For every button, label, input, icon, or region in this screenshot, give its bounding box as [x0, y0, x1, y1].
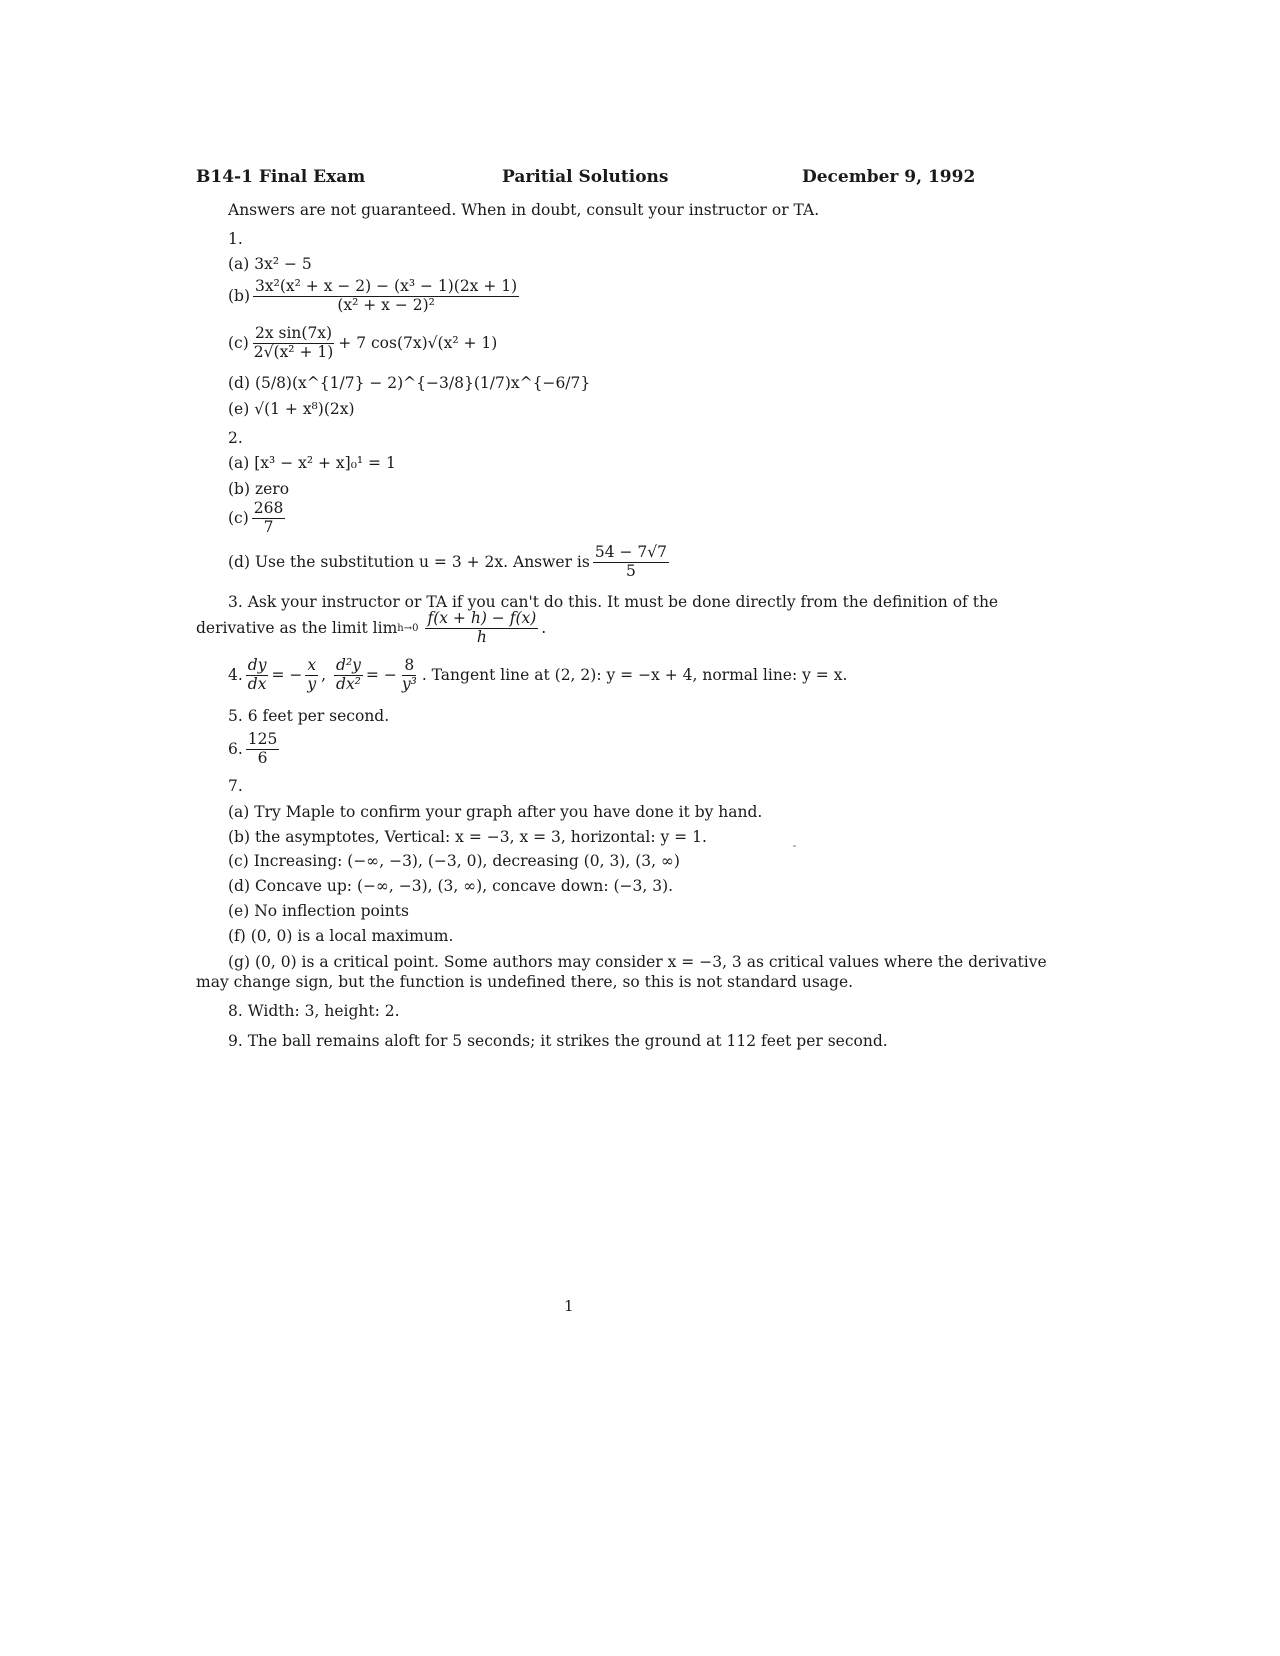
q2-d-fraction — [593, 544, 669, 581]
q1-b-label: (b) — [228, 287, 251, 306]
q2-c — [228, 500, 288, 537]
q1-c-fraction — [252, 325, 336, 362]
q4-label: 4. — [228, 666, 243, 685]
q1-c-denominator: 2√(x² + 1) — [253, 342, 334, 361]
q5: 5. 6 feet per second. — [228, 707, 390, 725]
q4-dydx-fraction — [246, 657, 269, 694]
q2-c-fraction — [252, 500, 286, 537]
header-center: Paritial Solutions — [502, 167, 669, 187]
q6-fraction — [246, 731, 280, 768]
q2-c-label: (c) — [228, 509, 249, 528]
scan-smudge — [793, 845, 796, 847]
q4-d2y: d²y — [336, 656, 361, 674]
q1-b-fraction — [253, 278, 519, 315]
q4-dx: dx — [247, 674, 267, 693]
q6-numerator: 125 — [247, 730, 278, 748]
q4-y: y — [307, 674, 317, 693]
q2-c-numerator: 268 — [253, 499, 284, 517]
q1-c-numerator: 2x sin(7x) — [254, 324, 333, 342]
q4-x: x — [307, 656, 317, 674]
q4-dx2: dx² — [336, 674, 361, 693]
q4-eight: 8 — [404, 656, 415, 674]
q7-f: (f) (0, 0) is a local maximum. — [228, 927, 454, 945]
q4-y3: y³ — [401, 674, 417, 693]
q8: 8. Width: 3, height: 2. — [228, 1002, 400, 1020]
q3-line2 — [196, 610, 546, 647]
q4-rest: . Tangent line at (2, 2): y = −x + 4, normal line: y = x. — [421, 666, 848, 685]
q3-fraction — [425, 610, 538, 647]
q2-d-numerator: 54 − 7√7 — [594, 543, 667, 561]
q4-d2ydx2-fraction — [334, 657, 363, 694]
q2-c-denominator: 7 — [263, 517, 274, 536]
q4-8y3-fraction — [400, 657, 419, 694]
q4-eq2: = − — [365, 666, 397, 685]
header-right: December 9, 1992 — [802, 167, 976, 187]
q2-label: 2. — [228, 429, 243, 447]
page-number: 1 — [564, 1297, 574, 1315]
q6 — [228, 731, 282, 768]
intro-text: Answers are not guaranteed. When in doubt, consult your instructor or TA. — [228, 201, 820, 219]
q3-line1: 3. Ask your instructor or TA if you can't do this. It must be done directly from the definition of the — [228, 593, 999, 611]
q9: 9. The ball remains aloft for 5 seconds; it strikes the ground at 112 feet per second. — [228, 1032, 888, 1050]
q7-c: (c) Increasing: (−∞, −3), (−3, 0), decreasing (0, 3), (3, ∞) — [228, 852, 680, 870]
q7-b: (b) the asymptotes, Vertical: x = −3, x = 3, horizontal: y = 1. — [228, 828, 707, 846]
q3-end: . — [541, 619, 547, 638]
q6-label: 6. — [228, 740, 243, 759]
q1-a: (a) 3x² − 5 — [228, 255, 312, 273]
q7-a: (a) Try Maple to confirm your graph after you have done it by hand. — [228, 803, 763, 821]
q1-b — [228, 278, 522, 315]
q4-xy-fraction — [305, 657, 318, 694]
q2-d — [228, 544, 672, 581]
q3-limit-subscript: h→0 — [397, 622, 419, 634]
q7-label: 7. — [228, 777, 243, 795]
q1-e: (e) √(1 + x⁸)(2x) — [228, 400, 355, 418]
q1-label: 1. — [228, 230, 243, 248]
q1-c-rest: + 7 cos(7x)√(x² + 1) — [338, 334, 498, 353]
q6-denominator: 6 — [257, 748, 268, 767]
q2-d-text: (d) Use the substitution u = 3 + 2x. Answer is — [228, 553, 590, 572]
q1-c-label: (c) — [228, 334, 249, 353]
q3-numerator: f(x + h) − f(x) — [427, 609, 537, 627]
q1-b-numerator: 3x²(x² + x − 2) − (x³ − 1)(2x + 1) — [255, 277, 518, 295]
q7-d: (d) Concave up: (−∞, −3), (3, ∞), concave down: (−3, 3). — [228, 877, 674, 895]
q1-d: (d) (5/8)(x^{1/7} − 2)^{−3/8}(1/7)x^{−6/7} — [228, 374, 591, 392]
q3-denominator: h — [476, 627, 487, 646]
q7-g-line2: may change sign, but the function is undefined there, so this is not standard usage. — [196, 973, 854, 991]
q2-a: (a) [x³ − x² + x]₀¹ = 1 — [228, 454, 396, 472]
q4-dy: dy — [247, 656, 267, 674]
q1-b-denominator: (x² + x − 2)² — [337, 295, 435, 314]
q2-d-denominator: 5 — [625, 561, 636, 580]
q2-b: (b) zero — [228, 480, 290, 498]
header-left: B14-1 Final Exam — [196, 167, 366, 187]
q7-e: (e) No inflection points — [228, 902, 409, 920]
q4-eq1: = − — [271, 666, 303, 685]
q3-line2-pre: derivative as the limit lim — [196, 619, 398, 638]
q4: 4. $\frac{dy}{dx}$ = − $\frac{x}{y}$ , $\frac{\text{d²y}}{\text{dx²}}$ = − $\frac{8}{\text{y³}}$ . Tangent line at (2, 2): y = −x + 4, normal line: y = x. — [228, 656, 848, 693]
q7-g-line1: (g) (0, 0) is a critical point. Some authors may consider x = −3, 3 as critical values where the derivative — [228, 953, 1047, 971]
q1-c — [228, 325, 497, 362]
